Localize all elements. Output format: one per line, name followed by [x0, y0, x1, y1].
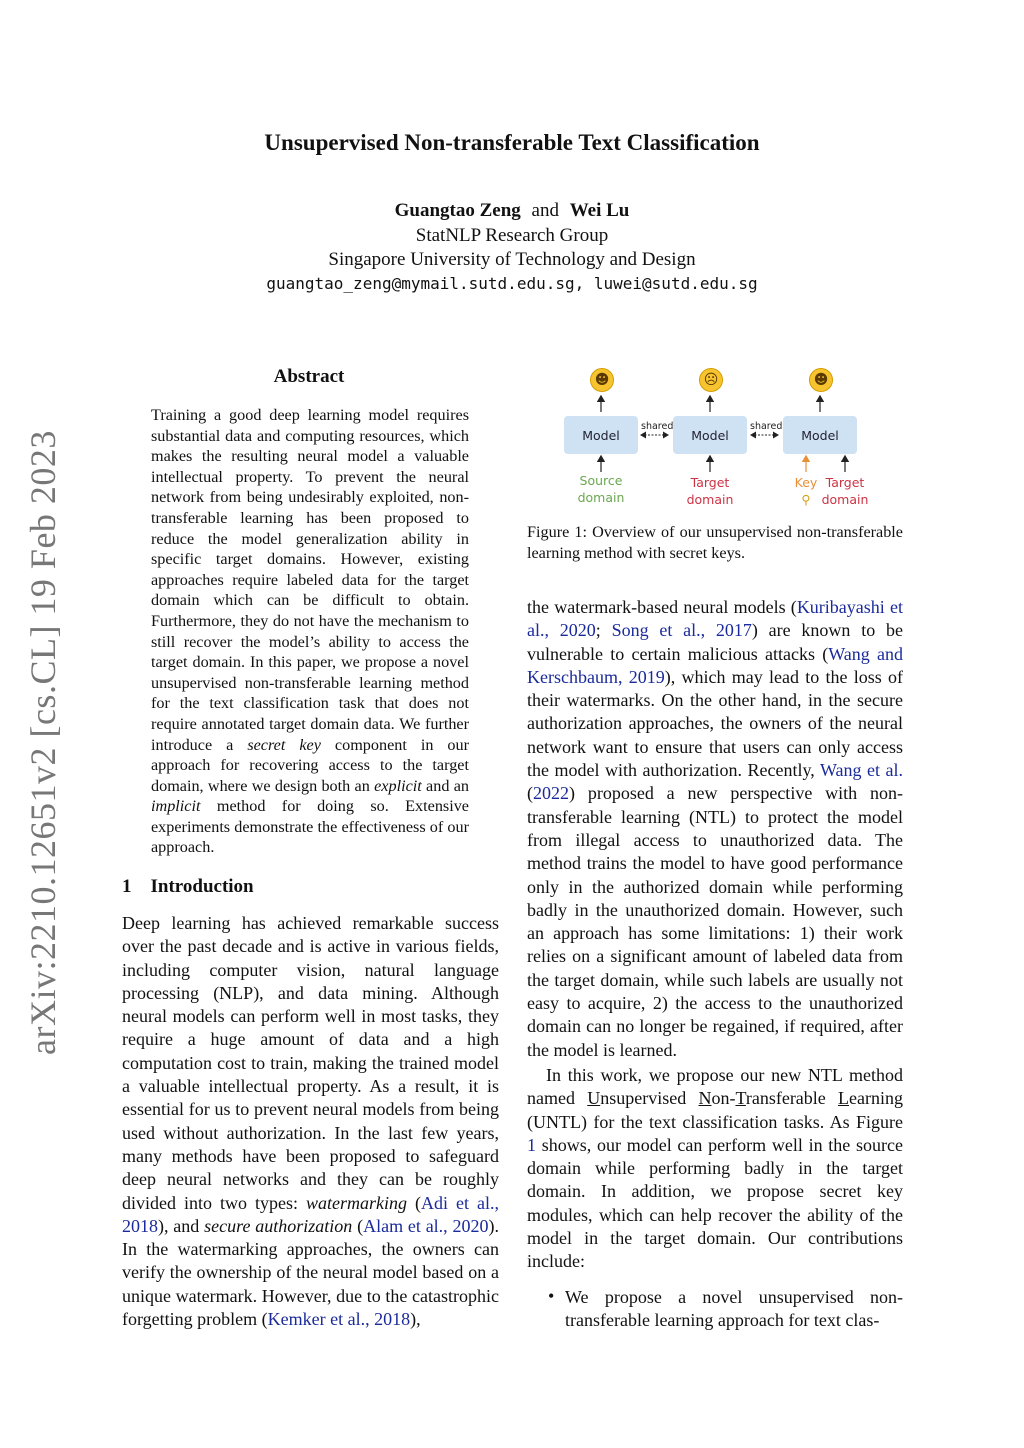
affiliation-group: StatNLP Research Group	[415, 225, 609, 246]
citation-link[interactable]: Alam et al., 2020	[363, 1215, 489, 1236]
citation-link[interactable]: Kemker et al., 2018	[267, 1309, 411, 1330]
citation-link[interactable]: Kuribayashi et al., 2020	[527, 597, 904, 641]
intro-paragraph-left: Deep learning has achieved remarkable success over the past decade and is active in various fields, including computer vision, natural language processing (NLP), and data mining. Although neural models can perform well in most tasks, they require a huge amount of data and a high computation cost to train, making the trained model a valuable intellectual property. As a result, it is essential for us to prevent neural models from being used without authorization. In the last few years, many methods have been proposed to safeguard deep neural networks and they can be roughly divided into two types: watermarking (Adi et al., 2018), and secure authorization (Alam et al., 2020). In the watermarking approaches, the owners can verify the ownership of the neural model based on a unique watermark. However, due to the catastrophic forgetting problem (Kemker et al., 2018),	[122, 913, 499, 1330]
citation-link[interactable]: Wang and Kerschbaum, 2019	[527, 643, 903, 687]
author-2: Wei Lu	[569, 200, 630, 221]
shared-label-2: shared	[750, 421, 783, 432]
author-1: Guangtao Zeng	[394, 200, 521, 221]
grinning-face-icon: ☻	[590, 368, 614, 392]
model-box-source: Model	[564, 416, 638, 454]
section-heading-introduction: 1 Introduction	[122, 876, 254, 897]
author-emails: guangtao_zeng@mymail.sutd.edu.sg, luwei@sutd.edu.sg	[266, 274, 758, 293]
shared-label-1: shared	[641, 421, 674, 432]
author-and: and	[531, 200, 559, 221]
model-box-key: Model	[783, 416, 857, 454]
figure-caption: Figure 1: Overview of our unsupervised non-transferable learning method with secret keys.	[527, 523, 903, 562]
model-box-target: Model	[673, 416, 747, 454]
authors	[0, 200, 1024, 222]
laughing-face-icon: ☻	[809, 368, 833, 392]
bullet-marker: •	[548, 1286, 555, 1306]
intro-paragraph-right: the watermark-based neural models (Kuribayashi et al., 2020; Song et al., 2017) are known to be vulnerable to certain malicious attacks (Wang and Kerschbaum, 2019), which may lead to the loss of their watermarks. On the other hand, in the secure authorization approaches, the owners of the neural network want to ensure that users can only access the model with authorization. Recently, Wang et al. (2022) proposed a new perspective with non-transferable learning (NTL) to protect the model from illegal access to unauthorized data. The method trains the model to have good performance only in the authorized domain while performing badly in the unauthorized domain. However, such an approach has some limitations: 1) their work relies on a significant amount of labeled data from the target domain, while such labels are usually not easy to acquire, 2) the access to the unauthorized domain can no longer be regained, if required, after the model is learned.	[527, 597, 904, 1060]
paper-title: Unsupervised Non-transferable Text Classification	[264, 130, 760, 155]
figure-reference-link[interactable]: 1	[527, 1134, 536, 1155]
citation-link[interactable]: Adi et al., 2018	[122, 1192, 499, 1236]
target-domain-label-2: Target domain	[821, 475, 869, 507]
citation-link[interactable]: 2022	[533, 783, 569, 804]
arxiv-stamp: arXiv:2210.12651v2 [cs.CL] 19 Feb 2023	[23, 430, 63, 1055]
bullet-item-1: We propose a novel unsupervised non-transferable learning approach for text clas-	[565, 1287, 903, 1331]
abstract-body: Training a good deep learning model requires substantial data and computing resources, which makes the resulting neural model a valuable intellectual property. To prevent the neural network from being undesirably exploited, non-transferable learning has been proposed to reduce the model generalization ability in specific target domains. However, existing approaches require labeled data for the target domain which can be difficult to obtain. Furthermore, they do not have the mechanism to still recover the model’s ability to access the target domain. In this paper, we propose a novel unsupervised non-transferable learning method for the text classification task that does not require annotated target domain data. We further introduce a secret key component in our approach for recovering access to the target domain, where we design both an explicit and an implicit method for doing so. Extensive experiments demonstrate the effectiveness of our approach.	[151, 406, 470, 857]
affiliation-university: Singapore University of Technology and Design	[328, 249, 696, 270]
figure-1	[560, 362, 880, 512]
frowning-face-icon: ☹	[699, 368, 723, 392]
citation-link[interactable]: Song et al., 2017	[611, 620, 752, 641]
key-label: Key ⚲	[794, 475, 818, 507]
source-domain-label: Source domain	[577, 473, 625, 505]
key-icon: ⚲	[801, 492, 811, 507]
citation-link[interactable]: Wang et al.	[819, 760, 903, 781]
target-domain-label: Target domain	[686, 475, 734, 507]
abstract-heading: Abstract	[273, 366, 345, 387]
intro-paragraph-2: In this work, we propose our new NTL method named Unsupervised Non-Transferable Learning (UNTL) for the text classification tasks. As Figure 1 shows, our model can perform well in the source domain while performing badly in the target domain. In addition, we propose secret key modules, which can help recover the ability of the model in the target domain. Our contributions include:	[527, 1065, 904, 1272]
